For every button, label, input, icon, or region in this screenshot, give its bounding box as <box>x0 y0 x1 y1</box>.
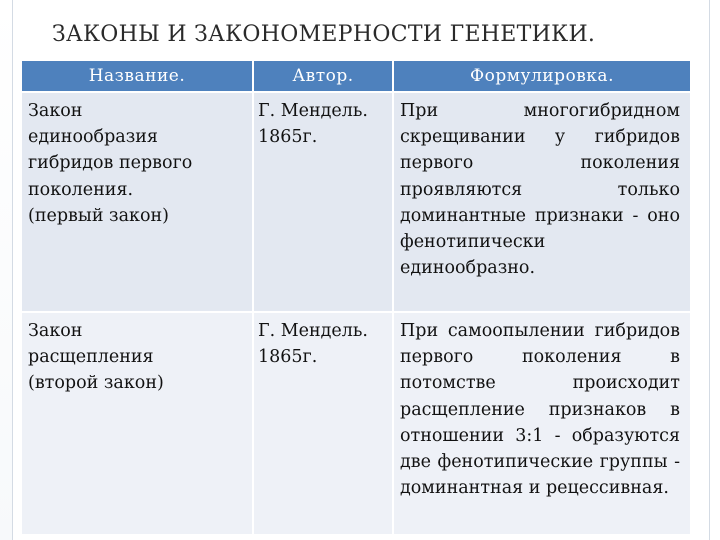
header-author: Автор. <box>253 61 393 92</box>
slide-right-border <box>709 0 710 540</box>
cell-author <box>253 312 393 534</box>
table-row <box>22 312 690 534</box>
law-name-text: Закон расщепления (второй закон) <box>28 321 164 394</box>
cell-formulation <box>393 92 690 312</box>
formulation-text: При многогибридном скрещивании у гибридов первого поколения проявляются только доминантные признаки - оно фенотипически единообразно. <box>400 101 680 279</box>
author-text: Г. Мендель. 1865г. <box>258 321 368 368</box>
author-text: Г. Мендель. 1865г. <box>258 101 368 148</box>
slide-left-margin <box>0 0 12 540</box>
header-name: Название. <box>22 61 253 92</box>
formulation-text: При самоопылении гибридов первого поколения в потомстве происходит расщепление признаков в отношении 3:1 - образуются две фенотипические группы - доминантная и рецессивная. <box>400 321 680 499</box>
slide-left-border <box>12 0 13 540</box>
cell-law-name <box>22 92 253 312</box>
cell-formulation <box>393 312 690 534</box>
cell-author <box>253 92 393 312</box>
slide-title: ЗАКОНЫ И ЗАКОНОМЕРНОСТИ ГЕНЕТИКИ. <box>52 22 596 47</box>
law-name-text: Закон единообразия гибридов первого поколения. (первый закон) <box>28 101 193 226</box>
header-formulation: Формулировка. <box>393 61 690 92</box>
table-row <box>22 92 690 312</box>
table-header-row <box>22 61 690 92</box>
genetics-laws-table <box>22 61 690 534</box>
cell-law-name <box>22 312 253 534</box>
